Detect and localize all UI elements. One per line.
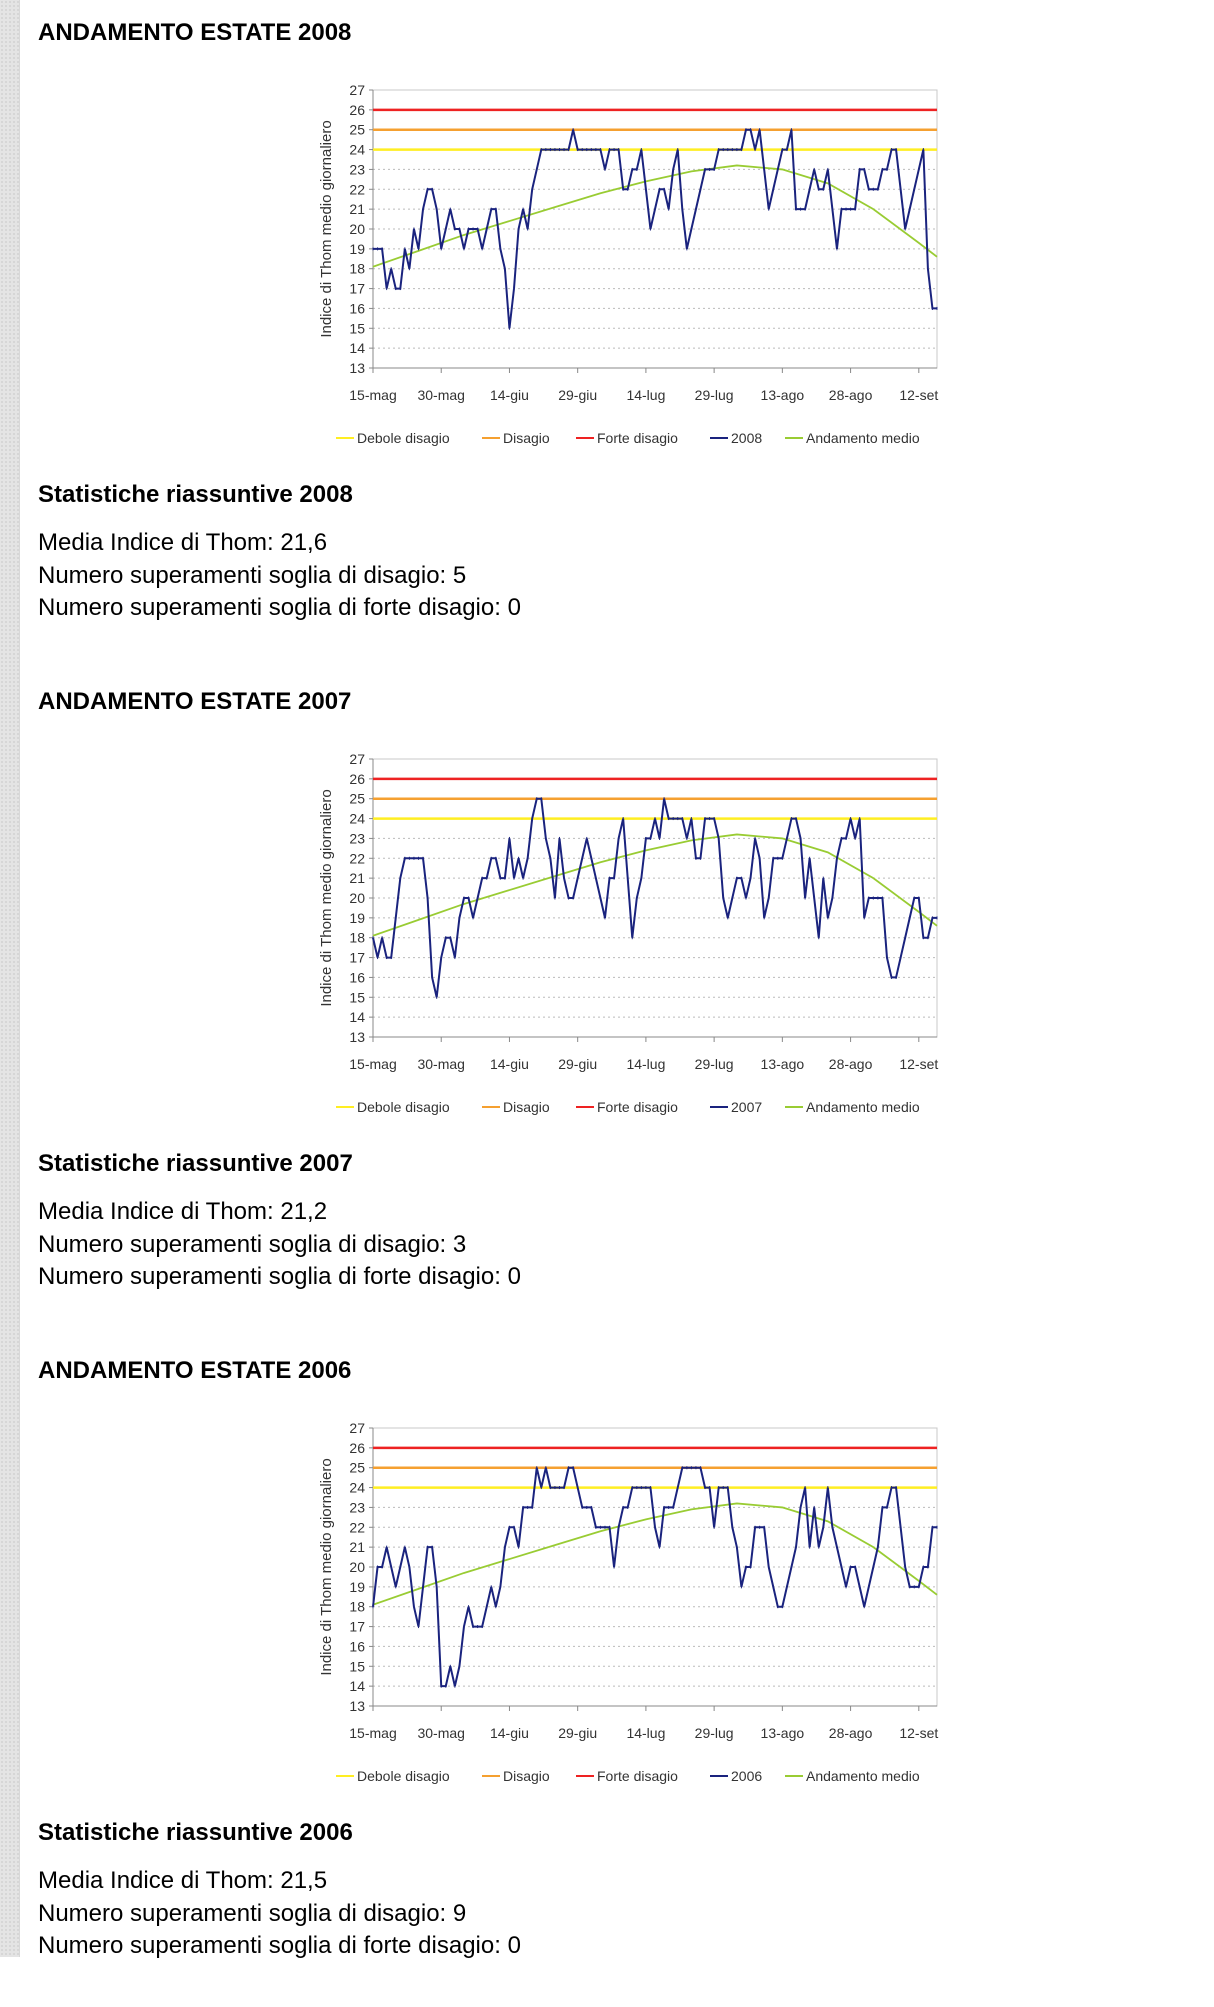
x-tick-label: 15-mag [349, 1056, 397, 1072]
y-tick-label: 13 [349, 1029, 365, 1045]
y-tick-label: 14 [349, 340, 365, 357]
y-tick-label: 26 [349, 770, 365, 787]
y-tick-label: 25 [349, 1459, 365, 1476]
y-tick-label: 24 [349, 141, 365, 158]
y-tick-label: 17 [349, 949, 365, 966]
stat-value: 3 [452, 1231, 467, 1258]
stat-strong-discomfort-count [38, 1263, 521, 1291]
stat-mean [38, 529, 327, 557]
thom-index-chart [0, 1338, 1214, 1808]
y-tick-label: 21 [349, 201, 365, 218]
y-tick-label: 27 [349, 751, 365, 767]
thom-index-chart [0, 669, 1214, 1139]
x-tick-label: 29-lug [694, 387, 734, 403]
y-tick-label: 23 [349, 830, 365, 847]
y-tick-label: 15 [349, 320, 365, 337]
x-tick-label: 28-ago [828, 1056, 873, 1072]
legend-label: Forte disagio [597, 1099, 678, 1115]
y-tick-label: 25 [349, 790, 365, 807]
stat-label: Media Indice di Thom: [38, 1198, 281, 1225]
x-tick-label: 14-giu [489, 1725, 529, 1741]
y-tick-label: 20 [349, 221, 365, 237]
stat-label: Numero superamenti soglia di disagio: [38, 562, 453, 589]
x-tick-label: 14-giu [489, 1056, 529, 1072]
stats-title: Statistiche riassuntive 2007 [38, 1150, 353, 1177]
x-tick-label: 30-mag [417, 387, 465, 403]
legend-label: 2008 [731, 430, 763, 446]
y-tick-label: 16 [349, 969, 365, 986]
stat-value: 9 [452, 1900, 467, 1927]
summer-section [0, 669, 1214, 1338]
stat-mean [38, 1198, 327, 1226]
x-tick-label: 12-set [899, 387, 939, 403]
legend-label: Andamento medio [806, 1768, 920, 1784]
y-tick-label: 16 [349, 300, 365, 317]
x-tick-label: 28-ago [828, 1725, 873, 1741]
y-tick-label: 19 [349, 909, 365, 926]
legend-label: 2007 [731, 1099, 763, 1115]
y-tick-label: 19 [349, 1578, 365, 1595]
stat-value: 21,2 [280, 1198, 328, 1225]
y-axis-title: Indice di Thom medio giornaliero [318, 1458, 335, 1676]
stat-discomfort-count [38, 562, 466, 590]
y-tick-label: 13 [349, 360, 365, 376]
legend-label: Andamento medio [806, 1099, 920, 1115]
y-tick-label: 23 [349, 1499, 365, 1516]
x-tick-label: 29-giu [558, 1056, 598, 1072]
y-tick-label: 26 [349, 1439, 365, 1456]
y-tick-label: 15 [349, 989, 365, 1006]
stat-value: 0 [507, 594, 521, 621]
section-title: ANDAMENTO ESTATE 2008 [38, 19, 352, 46]
legend-label: Forte disagio [597, 430, 678, 446]
y-tick-label: 27 [349, 1420, 365, 1436]
stat-mean [38, 1867, 327, 1895]
y-tick-label: 18 [349, 1598, 365, 1615]
stat-strong-discomfort-count [38, 594, 521, 622]
x-tick-label: 13-ago [760, 1725, 805, 1741]
x-tick-label: 15-mag [349, 387, 397, 403]
y-tick-label: 22 [349, 181, 365, 198]
y-tick-label: 24 [349, 810, 365, 827]
legend-label: Debole disagio [357, 430, 450, 446]
stat-strong-discomfort-count [38, 1932, 521, 1960]
y-tick-label: 13 [349, 1698, 365, 1714]
y-tick-label: 16 [349, 1638, 365, 1655]
y-tick-label: 23 [349, 161, 365, 178]
section-title: ANDAMENTO ESTATE 2007 [38, 688, 352, 715]
stat-value: 21,5 [280, 1867, 328, 1894]
x-tick-label: 29-lug [694, 1056, 734, 1072]
stats-title: Statistiche riassuntive 2008 [38, 481, 353, 508]
x-tick-label: 30-mag [417, 1725, 465, 1741]
stat-label: Numero superamenti soglia di forte disagio: [38, 1263, 508, 1290]
section-title: ANDAMENTO ESTATE 2006 [38, 1357, 352, 1384]
y-tick-label: 20 [349, 890, 365, 906]
y-tick-label: 17 [349, 280, 365, 297]
legend-label: Forte disagio [597, 1768, 678, 1784]
y-tick-label: 22 [349, 1519, 365, 1536]
legend-label: Disagio [503, 430, 550, 446]
x-tick-label: 29-giu [558, 1725, 598, 1741]
summer-section [0, 1338, 1214, 2007]
stat-discomfort-count [38, 1231, 466, 1259]
y-axis-title: Indice di Thom medio giornaliero [318, 120, 335, 338]
y-tick-label: 17 [349, 1618, 365, 1635]
legend-label: Disagio [503, 1768, 550, 1784]
y-tick-label: 21 [349, 870, 365, 887]
stat-label: Numero superamenti soglia di disagio: [38, 1900, 453, 1927]
x-tick-label: 15-mag [349, 1725, 397, 1741]
y-axis-title: Indice di Thom medio giornaliero [318, 789, 335, 1007]
stat-value: 0 [507, 1263, 521, 1290]
summer-section [0, 0, 1214, 669]
y-tick-label: 18 [349, 929, 365, 946]
y-tick-label: 18 [349, 260, 365, 277]
stat-discomfort-count [38, 1900, 466, 1928]
y-tick-label: 25 [349, 121, 365, 138]
x-tick-label: 29-lug [694, 1725, 734, 1741]
stat-label: Numero superamenti soglia di forte disagio: [38, 1932, 508, 1959]
y-tick-label: 14 [349, 1678, 365, 1695]
x-tick-label: 13-ago [760, 1056, 805, 1072]
y-tick-label: 21 [349, 1539, 365, 1556]
thom-index-chart [0, 0, 1214, 470]
y-tick-label: 19 [349, 240, 365, 257]
legend-label: Disagio [503, 1099, 550, 1115]
x-tick-label: 29-giu [558, 387, 598, 403]
x-tick-label: 13-ago [760, 387, 805, 403]
stat-label: Numero superamenti soglia di disagio: [38, 1231, 453, 1258]
legend-label: 2006 [731, 1768, 763, 1784]
stat-value: 21,6 [280, 529, 328, 556]
stats-title: Statistiche riassuntive 2006 [38, 1819, 353, 1846]
y-tick-label: 20 [349, 1559, 365, 1575]
x-tick-label: 14-lug [626, 1725, 666, 1741]
stat-value: 5 [452, 562, 467, 589]
stat-label: Media Indice di Thom: [38, 529, 281, 556]
x-tick-label: 30-mag [417, 1056, 465, 1072]
y-tick-label: 22 [349, 850, 365, 867]
stat-label: Numero superamenti soglia di forte disagio: [38, 594, 508, 621]
legend-label: Debole disagio [357, 1768, 450, 1784]
y-tick-label: 27 [349, 82, 365, 98]
stat-label: Media Indice di Thom: [38, 1867, 281, 1894]
stat-value: 0 [507, 1932, 521, 1959]
legend-label: Andamento medio [806, 430, 920, 446]
y-tick-label: 26 [349, 101, 365, 118]
x-tick-label: 28-ago [828, 387, 873, 403]
x-tick-label: 14-lug [626, 387, 666, 403]
x-tick-label: 14-giu [489, 387, 529, 403]
y-tick-label: 15 [349, 1658, 365, 1675]
y-tick-label: 24 [349, 1479, 365, 1496]
x-tick-label: 14-lug [626, 1056, 666, 1072]
legend-label: Debole disagio [357, 1099, 450, 1115]
y-tick-label: 14 [349, 1009, 365, 1026]
x-tick-label: 12-set [899, 1725, 939, 1741]
x-tick-label: 12-set [899, 1056, 939, 1072]
